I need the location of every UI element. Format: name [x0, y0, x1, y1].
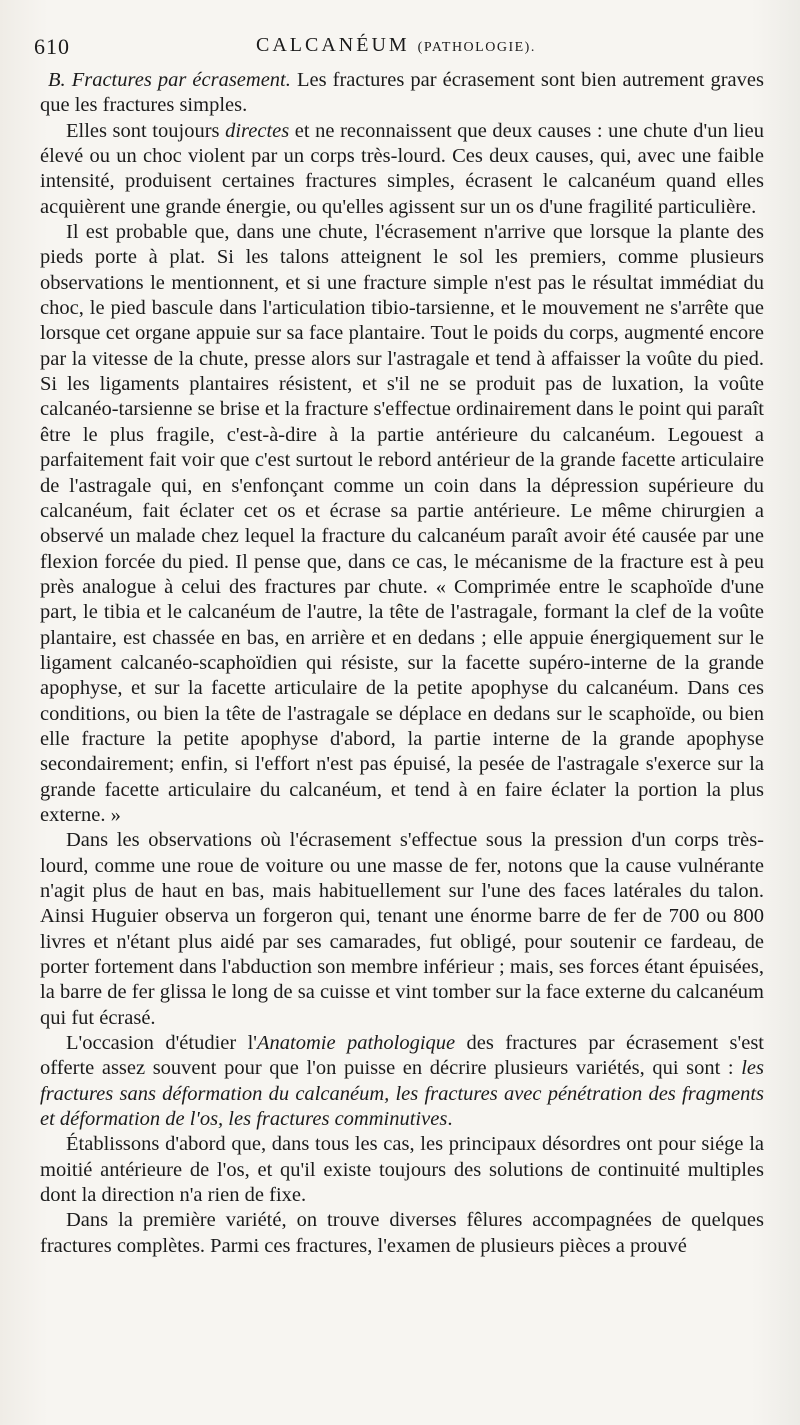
paragraph-text: et ne reconnaissent que deux causes : une chute d'un lieu élevé ou un choc violent par un corps très-lourd. Ces deux causes, qui, avec une faible intensité, produisent certaines fractures simples, écrasent le calcanéum quand elles acquièrent une grande énergie, ou qu'elles agissent sur un os d'une fragilité particulière.: [40, 119, 765, 218]
paragraph: Établissons d'abord que, dans tous les cas, les principaux désordres ont pour siége la moitié antérieure de l'os, et qu'il existe toujours des solutions de continuité multiples dont la direction n'a rien de fixe.: [40, 1133, 764, 1207]
running-title: CALCANÉUM: [256, 34, 410, 56]
page-number: 610: [34, 34, 70, 59]
paragraph-text: Elles sont toujours: [66, 119, 226, 142]
paragraph: [40, 68, 764, 119]
paragraph: Il est probable que, dans une chute, l'écrasement n'arrive que lorsque la plante des pieds porte à plat. Si les talons atteignent le sol les premiers, comme plusieurs observations le mentionnent, et si une fracture simple n'est pas le résultat immédiat du choc, le pied bascule dans l'articulation tibio-tarsienne, et le mouvement ne s'arrête que lorsque cet organe appuie sur sa face plantaire. Tout le poids du corps, augmenté encore par la vitesse de la chute, presse alors sur l'astragale et tend à affaisser la voûte du pied. Si les ligaments plantaires résistent, et s'il ne se produit pas de luxation, la voûte calcanéo-tarsienne se brise et la fracture s'effectue ordinairement dans le point qui paraît être le plus fragile, c'est-à-dire à la partie antérieure du calcanéum. Legouest a parfaitement fait voir que c'est surtout le rebord antérieur de la grande facette articulaire de l'astragale qui, en s'enfonçant comme un coin dans la dépression supérieure du calcanéum, fait éclater cet os et écrase sa partie antérieure. Le même chirurgien a observé un malade chez lequel la fracture du calcanéum paraît avoir été causée par une flexion forcée du pied. Il pense que, dans ce cas, le mécanisme de la fracture est à peu près analogue à celui des fractures par chute. « Comprimée entre le scaphoïde d'une part, le tibia et le calcanéum de l'autre, la tête de l'astragale, formant la clef de la voûte plantaire, est chassée en bas, en arrière et en dedans ; elle appuie énergiquement sur le ligament calcanéo-scaphoïdien qui résiste, sur la facette supéro-interne de la grande apophyse, et sur la facette articulaire de la petite apophyse du calcanéum. Dans ces conditions, ou bien la tête de l'astragale se déplace en dedans sur le scaphoïde, ou bien elle fracture la petite apophyse d'abord, la partie interne de la grande apophyse secondairement; enfin, si l'effort n'est pas épuisé, la pesée de l'astragale s'exerce sur la grande facette articulaire du calcanéum, et tend à en faire éclater la portion la plus externe. »: [40, 221, 764, 826]
paragraph-text: des fractures par écrasement s'est offerte assez souvent pour que l'on puisse en décrire plusieurs variétés, qui sont :: [40, 1032, 764, 1080]
paragraph: [40, 119, 764, 220]
section-heading: B. Fractures par écrasement.: [48, 69, 291, 91]
emphasis: Anatomie pathologique: [257, 1032, 456, 1055]
emphasis: directes: [225, 119, 290, 142]
paragraph-text: L'occasion d'étudier l': [66, 1032, 257, 1055]
paragraph: [40, 1031, 764, 1132]
paragraph-text: .: [447, 1108, 453, 1131]
running-head: [256, 34, 536, 57]
paragraph: Dans la première variété, on trouve diverses fêlures accompagnées de quelques fractures complètes. Parmi ces fractures, l'examen de plusieurs pièces a prouvé: [40, 1209, 764, 1257]
body-text: [40, 68, 764, 1259]
page-header: [34, 30, 764, 62]
paragraph-text: Les fractures par écrasement sont bien autrement graves que les fractures simples.: [40, 69, 764, 117]
emphasis: les fractures sans déformation du calcanéum, les fractures avec pénétration des fragments et déformation de l'os, les fractures comminutives: [40, 1057, 764, 1131]
running-subtitle: (PATHOLOGIE).: [417, 40, 536, 55]
paragraph: Dans les observations où l'écrasement s'effectue sous la pression d'un corps très-lourd, comme une roue de voiture ou une masse de fer, notons que la cause vulnérante n'agit plus de haut en bas, mais habituellement sur l'une des faces latérales du talon. Ainsi Huguier observa un forgeron qui, tenant une énorme barre de fer de 700 ou 800 livres et n'étant plus aidé par ses camarades, fut obligé, pour soutenir ce fardeau, de porter fortement dans l'abduction son membre inférieur ; mais, ses forces étant épuisées, la barre de fer glissa le long de sa cuisse et vint tomber sur la face externe du calcanéum qui fut écrasé.: [40, 829, 764, 1029]
